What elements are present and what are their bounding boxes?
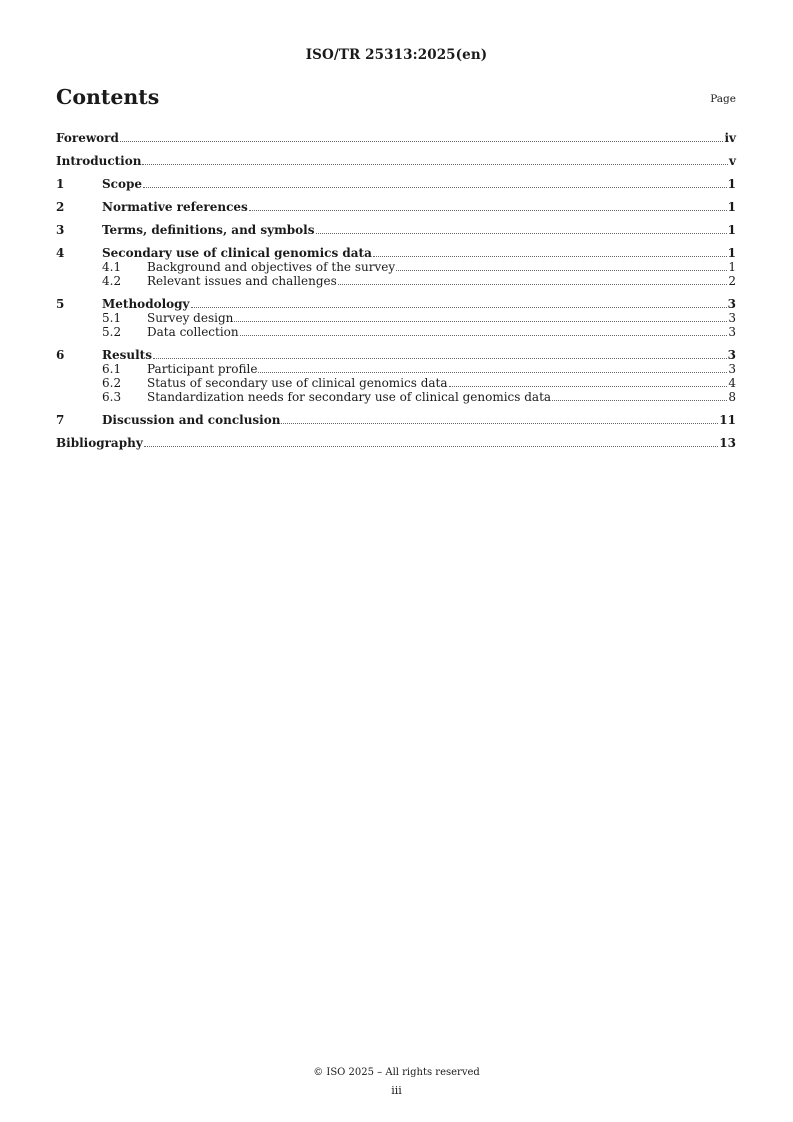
toc-entry-foreword[interactable] xyxy=(56,131,736,145)
toc-number: 6 xyxy=(56,348,65,362)
dot-leader xyxy=(143,177,727,188)
toc-title: Discussion and conclusion xyxy=(102,413,281,427)
copyright-notice: © ISO 2025 – All rights reserved xyxy=(313,1067,480,1078)
toc-number: 4.2 xyxy=(102,274,122,288)
toc-entry-data-collection[interactable] xyxy=(56,325,736,339)
toc-number: 4 xyxy=(56,246,65,260)
toc-number: 5.1 xyxy=(102,311,122,325)
toc-page: 8 xyxy=(728,390,736,404)
toc-title: Bibliography xyxy=(56,436,143,450)
toc-number: 6.3 xyxy=(102,390,122,404)
toc-title: Introduction xyxy=(56,154,142,168)
dot-leader xyxy=(258,362,727,373)
toc-page: 4 xyxy=(728,376,736,390)
toc-entry-terms[interactable] xyxy=(56,223,736,237)
toc-entry-participant-profile[interactable] xyxy=(56,362,736,376)
toc-entry-standardization-needs[interactable] xyxy=(56,390,736,404)
toc-page: 1 xyxy=(727,246,736,260)
toc-title: Normative references xyxy=(102,200,248,214)
dot-leader xyxy=(144,436,719,447)
toc-number: 3 xyxy=(56,223,65,237)
document-id: ISO/TR 25313:2025(en) xyxy=(305,47,488,63)
toc-entry-discussion[interactable] xyxy=(56,413,736,427)
toc-page: 3 xyxy=(728,311,736,325)
toc-page: 3 xyxy=(727,348,736,362)
toc-entry-normative-references[interactable] xyxy=(56,200,736,214)
toc-title: Participant profile xyxy=(147,362,258,376)
toc-entry-secondary-use[interactable] xyxy=(56,246,736,260)
toc-number: 6.1 xyxy=(102,362,122,376)
dot-leader xyxy=(249,200,727,211)
toc-title: Scope xyxy=(102,177,143,191)
toc-page: 1 xyxy=(727,223,736,237)
toc-entry-introduction[interactable] xyxy=(56,154,736,168)
dot-leader xyxy=(396,260,727,271)
dot-leader xyxy=(142,154,728,165)
toc-page: 11 xyxy=(719,413,736,427)
toc-number: 5.2 xyxy=(102,325,122,339)
page-number: iii xyxy=(391,1084,402,1097)
dot-leader xyxy=(234,311,727,322)
toc-entry-scope[interactable] xyxy=(56,177,736,191)
toc-number: 7 xyxy=(56,413,65,427)
toc-title: Data collection xyxy=(147,325,239,339)
toc-entry-bibliography[interactable] xyxy=(56,436,736,450)
contents-title: Contents xyxy=(56,85,160,109)
toc-number: 6.2 xyxy=(102,376,122,390)
toc-page: 1 xyxy=(727,177,736,191)
toc-page: v xyxy=(729,154,736,168)
toc-entry-issues[interactable] xyxy=(56,274,736,288)
toc-page: 1 xyxy=(728,260,736,274)
table-of-contents xyxy=(56,131,736,450)
page-column-label: Page xyxy=(710,93,736,105)
dot-leader xyxy=(449,376,728,387)
toc-page: 3 xyxy=(727,297,736,311)
toc-entry-survey-design[interactable] xyxy=(56,311,736,325)
toc-title: Standardization needs for secondary use of clinical genomics data xyxy=(147,390,552,404)
toc-page: iv xyxy=(724,131,736,145)
toc-title: Background and objectives of the survey xyxy=(147,260,396,274)
dot-leader xyxy=(191,297,727,308)
toc-page: 2 xyxy=(728,274,736,288)
toc-page: 13 xyxy=(719,436,736,450)
toc-entry-status[interactable] xyxy=(56,376,736,390)
toc-page: 3 xyxy=(728,325,736,339)
dot-leader xyxy=(552,390,727,401)
dot-leader xyxy=(316,223,727,234)
toc-title: Survey design xyxy=(147,311,234,325)
toc-title: Terms, definitions, and symbols xyxy=(102,223,315,237)
toc-number: 5 xyxy=(56,297,65,311)
toc-title: Relevant issues and challenges xyxy=(147,274,337,288)
dot-leader xyxy=(373,246,727,257)
toc-title: Foreword xyxy=(56,131,119,145)
toc-number: 4.1 xyxy=(102,260,122,274)
toc-page: 3 xyxy=(728,362,736,376)
toc-title: Results xyxy=(102,348,152,362)
toc-page: 1 xyxy=(727,200,736,214)
dot-leader xyxy=(153,348,727,359)
toc-title: Methodology xyxy=(102,297,190,311)
toc-entry-background[interactable] xyxy=(56,260,736,274)
toc-number: 2 xyxy=(56,200,65,214)
dot-leader xyxy=(338,274,728,285)
dot-leader xyxy=(281,413,718,424)
dot-leader xyxy=(240,325,728,336)
toc-title: Secondary use of clinical genomics data xyxy=(102,246,372,260)
toc-entry-methodology[interactable] xyxy=(56,297,736,311)
toc-entry-results[interactable] xyxy=(56,348,736,362)
dot-leader xyxy=(120,131,724,142)
toc-number: 1 xyxy=(56,177,65,191)
toc-title: Status of secondary use of clinical genomics data xyxy=(147,376,448,390)
